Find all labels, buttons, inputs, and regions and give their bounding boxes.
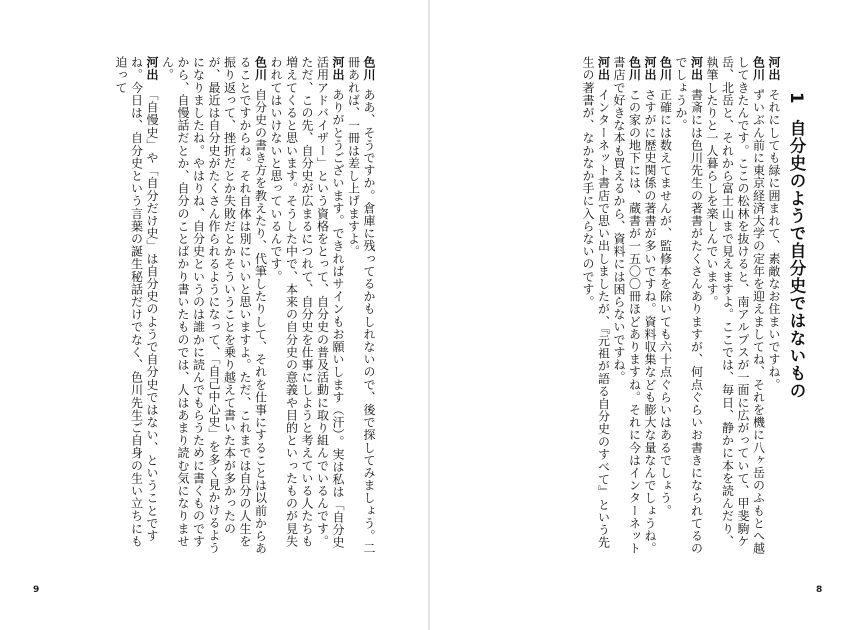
dialogue-line <box>657 56 673 556</box>
speaker-label: 色川 <box>751 56 766 82</box>
speaker-label: 色川 <box>253 56 268 82</box>
book-gutter <box>428 0 430 630</box>
speaker-label: 色川 <box>658 56 673 82</box>
chapter-heading <box>781 92 811 532</box>
dialogue-line <box>580 56 611 556</box>
page-9-body <box>32 56 376 556</box>
page-number-right: 8 <box>816 585 823 595</box>
dialogue-line <box>642 56 658 556</box>
dialogue-text: 自分史の書き方を教えたり、代筆したりして、それを仕事にすることは以前からあることですからね。それ自体は別にいいと思いますよ。ただ、これまでは自分の人生を振り返って、挫折だとか失敗だとかそういうことを乗り越えて書いた本が多かったのが、最近は自分史がたくさん作られるようになって、「自己中心史」を多く見かけるようになりましたね。やはりね、自分史というのは誰かに読んでもらうために書くものですから、自慢話だとか、自分のことばかり書いたものでは、人はあまり読む気になりません。 <box>160 56 268 555</box>
dialogue-text: インターネット書店で思い出しましたが、『元祖が語る自分史のすべて』という先生の著書が、なかなか手に入らないのです。 <box>581 56 611 549</box>
speaker-label: 色川 <box>627 56 642 82</box>
chapter-number: 1 <box>787 92 806 105</box>
speaker-label: 河出 <box>331 56 345 82</box>
speaker-label: 河出 <box>596 56 611 82</box>
dialogue-line <box>611 56 642 556</box>
speaker-label: 河出 <box>643 56 657 82</box>
speaker-label: 河出 <box>689 56 704 82</box>
dialogue-text: ありがとうございます。できればサインもお願いします（汗）。実は私は「自分史活用アドバイザー」という資格をとって、自分史の普及活動に取り組んでいるんです。ただ、この先、自分史が広まるにつれて、自分史を仕事にしようと考えている人たちも増えてくると思います。そうした中で、本来の自分史の意義や目的といったものが見失われてはいけないと思っているんです。 <box>269 56 345 549</box>
page-number-left: 9 <box>33 585 40 595</box>
speaker-label: 河出 <box>767 56 781 82</box>
speaker-label: 色川 <box>362 56 376 82</box>
dialogue-text: ずいぶん前に東京経済大学の定年を迎えましてね、それを機に八ヶ岳のふもとへ越してきたんです。ここの松林を抜けると、南アルプスが一面に広がっていて、甲斐駒ケ岳、北岳と、それから富士山まで見えますよ。ここでは、毎日、静かに本を読んだり、執筆したりと一人暮らしを楽しんでいます。 <box>705 56 766 555</box>
page-8-body <box>481 56 781 556</box>
dialogue-text: 書斎には色川先生の著書がたくさんありますが、何点ぐらいお書きになられてるのでしょうか。 <box>674 56 704 555</box>
dialogue-line <box>268 56 346 556</box>
chapter-title: 自分史のようで自分史ではないもの <box>787 119 806 400</box>
dialogue-text: ああ、そうですか。倉庫に残ってるかもしれないので、後で探してみましょう。二冊あれば、一冊は差し上げますよ。 <box>346 56 376 555</box>
dialogue-line <box>766 56 782 556</box>
dialogue-text: 「自慢史」や「自分だけ史」は自分史のようで自分史ではない、ということですね。今日は、自分史という言葉の誕生秘話だけでなく、色川先生ご自身の生い立ちにも迫って <box>114 56 159 548</box>
dialogue-text: この家の地下には、蔵書が一五〇〇冊ほどありますね。それに今はインターネット書店で好きな本も買えるから、資料には困らないですね。 <box>612 56 642 555</box>
dialogue-line <box>345 56 376 556</box>
dialogue-text: それにしても緑に囲まれて、素敵なお住まいですね。 <box>767 88 781 391</box>
speaker-label: 河出 <box>145 56 159 82</box>
dialogue-line <box>704 56 766 556</box>
dialogue-line <box>673 56 704 556</box>
dialogue-text: 正確には数えてませんが、監修本を除いても六十点ぐらいはあるでしょう。 <box>658 88 673 517</box>
dialogue-line <box>159 56 268 556</box>
dialogue-line <box>113 56 160 556</box>
dialogue-text: さすがに歴史関係の著書が多いですね。資料収集なども膨大な量なんでしょうね。 <box>643 88 657 555</box>
